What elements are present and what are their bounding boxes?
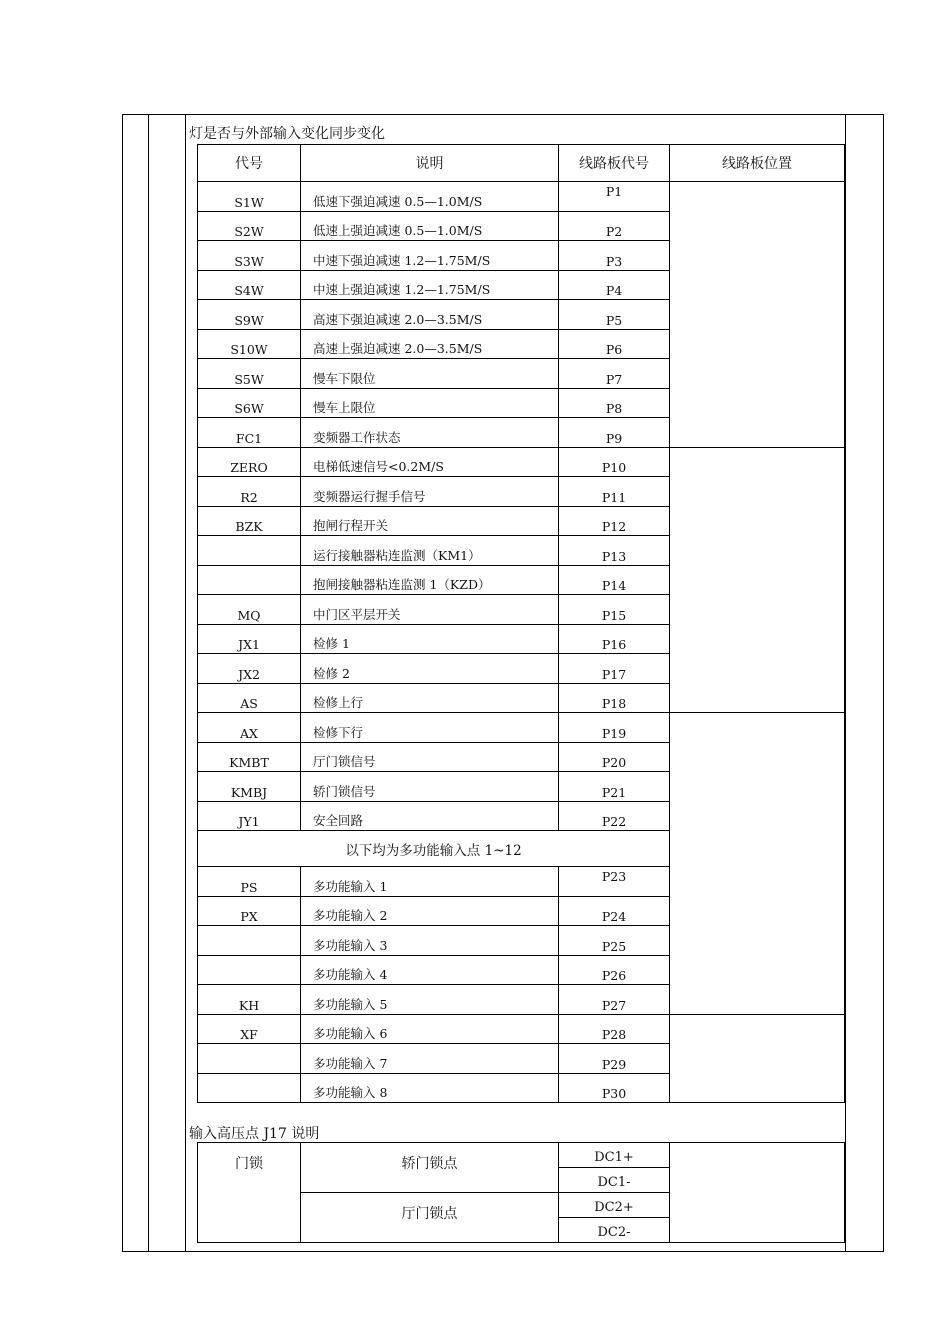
desc-cell: 慢车上限位 (301, 388, 559, 418)
table-row (198, 1143, 845, 1168)
desc-cell: 运行接触器粘连监测（KM1） (301, 536, 559, 566)
pin-cell: P21 (559, 772, 670, 802)
code-cell: ZERO (198, 447, 301, 477)
code-cell (198, 926, 301, 956)
pin-cell: P5 (559, 300, 670, 330)
desc-cell: 中速下强迫减速 1.2—1.75M/S (301, 241, 559, 271)
frame-divider-1 (148, 114, 149, 1252)
desc-cell: 多功能输入 2 (301, 896, 559, 926)
table-header-row (198, 145, 845, 182)
code-cell (198, 536, 301, 566)
position-cell (670, 182, 845, 448)
frame-divider-3 (845, 114, 846, 1252)
column-header-position: 线路板位置 (670, 145, 845, 182)
code-cell: PX (198, 896, 301, 926)
pin-cell: P9 (559, 418, 670, 448)
pin-cell: P12 (559, 506, 670, 536)
pin-cell: P14 (559, 565, 670, 595)
code-cell: AS (198, 683, 301, 713)
desc-cell: 多功能输入 3 (301, 926, 559, 956)
pin-cell: DC1+ (559, 1143, 670, 1168)
pin-cell: P3 (559, 241, 670, 271)
desc-cell: 慢车下限位 (301, 359, 559, 389)
pin-cell: P19 (559, 713, 670, 743)
code-cell: JX1 (198, 624, 301, 654)
pin-cell: P20 (559, 742, 670, 772)
high-voltage-points-table (197, 1142, 845, 1243)
pin-cell: P7 (559, 359, 670, 389)
code-cell: XF (198, 1014, 301, 1044)
pin-cell: P13 (559, 536, 670, 566)
hall-door-lock-label: 厅门锁点 (301, 1193, 559, 1243)
desc-cell: 多功能输入 7 (301, 1044, 559, 1074)
desc-cell: 高速上强迫减速 2.0—3.5M/S (301, 329, 559, 359)
code-cell: S5W (198, 359, 301, 389)
code-cell: KMBT (198, 742, 301, 772)
pin-cell: P17 (559, 654, 670, 684)
pin-cell: P4 (559, 270, 670, 300)
section2-heading: 输入高压点 J17 说明 (189, 1126, 320, 1142)
desc-cell: 多功能输入 4 (301, 955, 559, 985)
desc-cell: 多功能输入 1 (301, 867, 559, 897)
desc-cell: 高速下强迫减速 2.0—3.5M/S (301, 300, 559, 330)
desc-cell: 多功能输入 8 (301, 1073, 559, 1103)
desc-cell: 厅门锁信号 (301, 742, 559, 772)
desc-cell: 多功能输入 5 (301, 985, 559, 1015)
code-cell: KMBJ (198, 772, 301, 802)
position-cell (670, 1014, 845, 1103)
column-header-code: 代号 (198, 145, 301, 182)
code-cell: BZK (198, 506, 301, 536)
pin-cell: P26 (559, 955, 670, 985)
desc-cell: 轿门锁信号 (301, 772, 559, 802)
pin-cell: P22 (559, 801, 670, 831)
desc-cell: 检修 2 (301, 654, 559, 684)
code-cell: MQ (198, 595, 301, 625)
pin-cell: P18 (559, 683, 670, 713)
table-row (198, 182, 845, 212)
desc-cell: 变频器工作状态 (301, 418, 559, 448)
desc-cell: 多功能输入 6 (301, 1014, 559, 1044)
pin-cell: P15 (559, 595, 670, 625)
code-cell: S2W (198, 211, 301, 241)
pin-cell: P8 (559, 388, 670, 418)
pin-cell: P2 (559, 211, 670, 241)
frame-divider-2 (185, 114, 186, 1252)
desc-cell: 低速下强迫减速 0.5—1.0M/S (301, 182, 559, 212)
pin-cell: P10 (559, 447, 670, 477)
code-cell (198, 565, 301, 595)
table-row (198, 447, 845, 477)
desc-cell: 检修 1 (301, 624, 559, 654)
door-lock-group-cell: 门锁 (198, 1143, 301, 1243)
desc-cell: 变频器运行握手信号 (301, 477, 559, 507)
position-cell (670, 1143, 845, 1243)
pin-cell: P25 (559, 926, 670, 956)
desc-cell: 检修下行 (301, 713, 559, 743)
pin-cell: P27 (559, 985, 670, 1015)
pin-cell: P6 (559, 329, 670, 359)
column-header-desc: 说明 (301, 145, 559, 182)
desc-cell: 中门区平层开关 (301, 595, 559, 625)
position-cell (670, 713, 845, 1015)
code-cell: S9W (198, 300, 301, 330)
code-cell: S6W (198, 388, 301, 418)
desc-cell: 抱闸行程开关 (301, 506, 559, 536)
desc-cell: 中速上强迫减速 1.2—1.75M/S (301, 270, 559, 300)
table-row (198, 1014, 845, 1044)
input-points-table (197, 144, 845, 1103)
pin-cell: DC2+ (559, 1193, 670, 1218)
table-row (198, 713, 845, 743)
column-header-pin: 线路板代号 (559, 145, 670, 182)
code-cell: S4W (198, 270, 301, 300)
desc-cell: 电梯低速信号<0.2M/S (301, 447, 559, 477)
pin-cell: DC1- (559, 1168, 670, 1193)
code-cell: R2 (198, 477, 301, 507)
code-cell: AX (198, 713, 301, 743)
code-cell (198, 1073, 301, 1103)
multi-function-note: 以下均为多功能输入点 1~12 (198, 831, 670, 867)
pin-cell: P29 (559, 1044, 670, 1074)
pin-cell: DC2- (559, 1218, 670, 1243)
desc-cell: 检修上行 (301, 683, 559, 713)
pin-cell: P28 (559, 1014, 670, 1044)
desc-cell: 抱闸接触器粘连监测 1（KZD） (301, 565, 559, 595)
section1-heading: 灯是否与外部输入变化同步变化 (189, 126, 385, 142)
desc-cell: 安全回路 (301, 801, 559, 831)
pin-cell: P16 (559, 624, 670, 654)
code-cell: JX2 (198, 654, 301, 684)
code-cell: S1W (198, 182, 301, 212)
car-door-lock-label: 轿门锁点 (301, 1143, 559, 1193)
code-cell: PS (198, 867, 301, 897)
code-cell: S10W (198, 329, 301, 359)
pin-cell: P23 (559, 867, 670, 897)
code-cell: KH (198, 985, 301, 1015)
pin-cell: P30 (559, 1073, 670, 1103)
pin-cell: P1 (559, 182, 670, 212)
code-cell: S3W (198, 241, 301, 271)
position-cell (670, 447, 845, 713)
code-cell: FC1 (198, 418, 301, 448)
pin-cell: P11 (559, 477, 670, 507)
code-cell (198, 955, 301, 985)
desc-cell: 低速上强迫减速 0.5—1.0M/S (301, 211, 559, 241)
code-cell (198, 1044, 301, 1074)
pin-cell: P24 (559, 896, 670, 926)
code-cell: JY1 (198, 801, 301, 831)
